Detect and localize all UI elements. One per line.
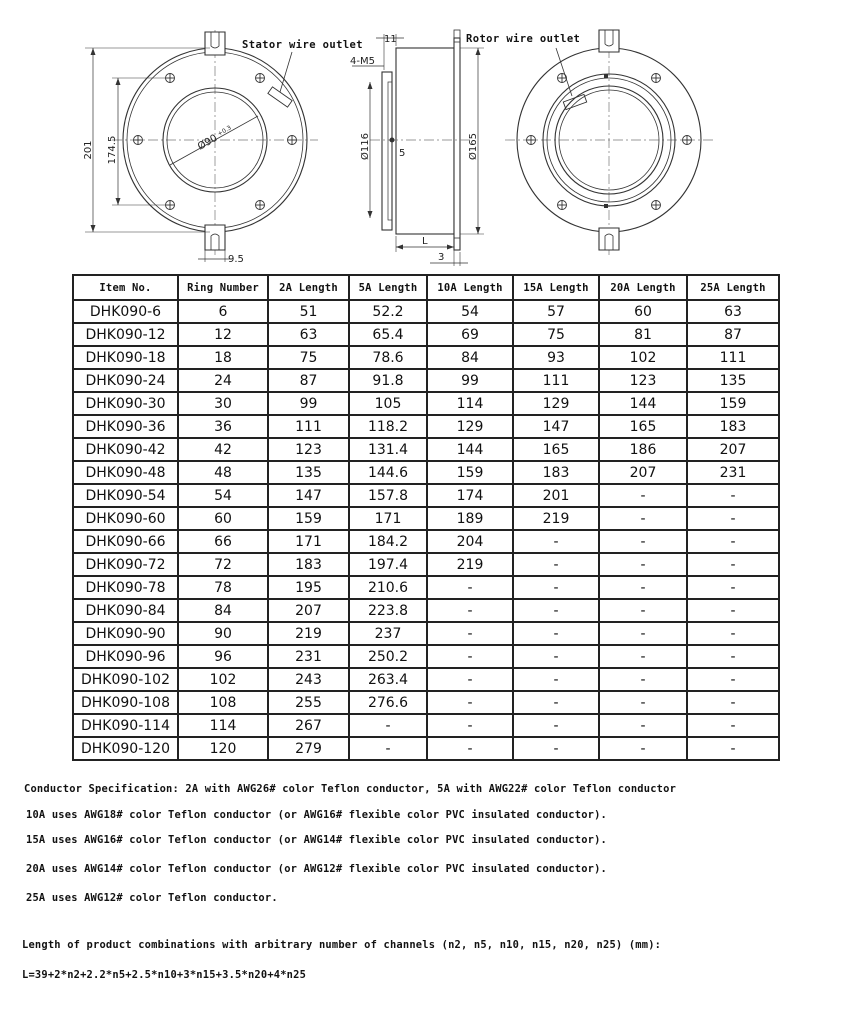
table-cell: 255 [268,691,349,714]
table-cell: 201 [513,484,599,507]
table-cell: - [599,484,687,507]
table-cell: 131.4 [349,438,427,461]
table-cell: 78.6 [349,346,427,369]
dim-174-5: 174.5 [107,135,118,165]
table-cell: - [513,691,599,714]
table-cell: 135 [687,369,779,392]
table-cell: 105 [349,392,427,415]
table-cell: 207 [268,599,349,622]
table-cell: 195 [268,576,349,599]
table-row [73,645,779,668]
table-row [73,507,779,530]
table-cell: 93 [513,346,599,369]
table-cell: 87 [268,369,349,392]
dim-11: 11 [384,34,397,45]
table-cell: - [687,507,779,530]
table-cell: 6 [178,300,268,323]
table-cell: DHK090-60 [73,507,178,530]
specification-table [72,274,780,761]
table-row [73,438,779,461]
table-cell: 197.4 [349,553,427,576]
table-cell: 231 [687,461,779,484]
technical-drawing [0,0,844,270]
table-cell: - [513,530,599,553]
table-cell: 204 [427,530,513,553]
table-cell: 102 [178,668,268,691]
table-row [73,622,779,645]
table-cell: - [687,714,779,737]
dim-l: L [422,236,428,247]
table-cell: - [427,737,513,760]
note-25a: 25A uses AWG12# color Teflon conductor. [26,892,278,904]
table-cell: DHK090-72 [73,553,178,576]
table-cell: - [599,668,687,691]
table-cell: 90 [178,622,268,645]
table-cell: - [599,737,687,760]
table-cell: 57 [513,300,599,323]
table-cell: 69 [427,323,513,346]
table-cell: 72 [178,553,268,576]
table-cell: 189 [427,507,513,530]
table-cell: - [599,691,687,714]
table-cell: - [513,553,599,576]
table-cell: 147 [513,415,599,438]
table-cell: 243 [268,668,349,691]
table-cell: - [687,668,779,691]
table-cell: 42 [178,438,268,461]
table-cell: 108 [178,691,268,714]
table-cell: DHK090-30 [73,392,178,415]
table-cell: 135 [268,461,349,484]
table-cell: 223.8 [349,599,427,622]
table-cell: - [687,691,779,714]
table-cell: - [687,622,779,645]
table-cell: - [599,576,687,599]
table-cell: 171 [268,530,349,553]
table-cell: 231 [268,645,349,668]
column-header: 5A Length [349,275,427,300]
table-cell: - [427,576,513,599]
table-cell: 267 [268,714,349,737]
table-cell: 184.2 [349,530,427,553]
table-cell: 84 [427,346,513,369]
table-cell: - [513,645,599,668]
column-header: 20A Length [599,275,687,300]
dim-bore-tol: +0.3 [216,124,233,138]
table-cell: - [427,714,513,737]
table-cell: 159 [427,461,513,484]
table-cell: - [687,484,779,507]
table-cell: 159 [268,507,349,530]
table-cell: DHK090-54 [73,484,178,507]
table-cell: - [599,553,687,576]
table-row [73,530,779,553]
table-row [73,392,779,415]
table-cell: DHK090-120 [73,737,178,760]
table-cell: - [687,553,779,576]
stator-callout: Stator wire outlet [242,39,363,51]
table-row [73,461,779,484]
table-cell: 263.4 [349,668,427,691]
table-cell: - [513,737,599,760]
table-row [73,576,779,599]
table-cell: 60 [599,300,687,323]
table-cell: 183 [268,553,349,576]
table-cell: - [427,691,513,714]
table-cell: 78 [178,576,268,599]
table-cell: 75 [513,323,599,346]
note-20a: 20A uses AWG14# color Teflon conductor (or AWG12# flexible color PVC insulated conductor). [26,863,608,875]
table-cell: 207 [687,438,779,461]
column-header: 25A Length [687,275,779,300]
table-cell: 279 [268,737,349,760]
table-cell: DHK090-96 [73,645,178,668]
table-cell: 120 [178,737,268,760]
dim-bore: Ø90 [196,132,220,153]
table-cell: 250.2 [349,645,427,668]
combination-note: Length of product combinations with arbitrary number of channels (n2, n5, n10, n15, n20, n25) (mm): [22,939,662,951]
table-row [73,346,779,369]
table-cell: 219 [268,622,349,645]
column-header: 15A Length [513,275,599,300]
table-cell: 18 [178,346,268,369]
table-cell: 102 [599,346,687,369]
rotor-face-view [505,30,715,255]
table-cell: 123 [268,438,349,461]
table-cell: 123 [599,369,687,392]
table-cell: - [599,507,687,530]
table-cell: - [687,737,779,760]
table-cell: - [513,576,599,599]
table-cell: - [427,668,513,691]
table-row [73,369,779,392]
table-row [73,415,779,438]
column-header: 2A Length [268,275,349,300]
table-cell: 114 [427,392,513,415]
table-cell: DHK090-114 [73,714,178,737]
table-cell: 174 [427,484,513,507]
table-cell: - [687,599,779,622]
dim-3: 3 [438,252,445,263]
table-cell: 84 [178,599,268,622]
table-cell: DHK090-42 [73,438,178,461]
table-row [73,599,779,622]
table-cell: 87 [687,323,779,346]
table-cell: 165 [513,438,599,461]
table-cell: 114 [178,714,268,737]
table-cell: - [513,599,599,622]
table-cell: 111 [513,369,599,392]
dim-4-m5: 4-M5 [350,56,375,67]
table-cell: DHK090-36 [73,415,178,438]
table-cell: - [599,622,687,645]
table-cell: 52.2 [349,300,427,323]
table-cell: DHK090-48 [73,461,178,484]
table-cell: 237 [349,622,427,645]
table-row [73,300,779,323]
table-cell: DHK090-108 [73,691,178,714]
table-cell: 48 [178,461,268,484]
table-cell: - [349,714,427,737]
conductor-spec-note: Conductor Specification: 2A with AWG26# color Teflon conductor, 5A with AWG22# color Teflon conductor [24,783,677,795]
table-cell: - [599,645,687,668]
table-cell: 54 [178,484,268,507]
dim-201: 201 [83,140,94,160]
table-cell: DHK090-66 [73,530,178,553]
table-cell: 66 [178,530,268,553]
table-cell: DHK090-6 [73,300,178,323]
table-cell: 159 [687,392,779,415]
table-cell: 144.6 [349,461,427,484]
table-body [73,300,779,760]
table-cell: DHK090-90 [73,622,178,645]
rotor-callout: Rotor wire outlet [466,33,581,45]
table-cell: DHK090-78 [73,576,178,599]
table-cell: 111 [687,346,779,369]
column-header: Ring Number [178,275,268,300]
dim-9-5: 9.5 [228,254,244,265]
table-cell: 54 [427,300,513,323]
column-header: 10A Length [427,275,513,300]
table-cell: 99 [268,392,349,415]
table-cell: - [687,645,779,668]
table-cell: 129 [513,392,599,415]
table-cell: 99 [427,369,513,392]
table-row [73,553,779,576]
table-row [73,484,779,507]
table-cell: 75 [268,346,349,369]
table-row [73,737,779,760]
table-cell: DHK090-18 [73,346,178,369]
table-cell: 144 [599,392,687,415]
table-cell: 60 [178,507,268,530]
table-cell: 171 [349,507,427,530]
table-cell: - [513,668,599,691]
table-cell: 30 [178,392,268,415]
table-cell: 129 [427,415,513,438]
table-cell: - [427,645,513,668]
dim-165: Ø165 [468,133,479,160]
table-cell: 81 [599,323,687,346]
table-cell: - [687,576,779,599]
table-row [73,714,779,737]
table-cell: DHK090-12 [73,323,178,346]
note-15a: 15A uses AWG16# color Teflon conductor (or AWG14# flexible color PVC insulated conductor). [26,834,608,846]
table-cell: 165 [599,415,687,438]
table-cell: 219 [427,553,513,576]
table-header-row [73,275,779,300]
dim-5: 5 [399,148,406,159]
table-cell: 144 [427,438,513,461]
table-cell: - [599,599,687,622]
table-cell: 96 [178,645,268,668]
table-cell: 118.2 [349,415,427,438]
column-header: Item No. [73,275,178,300]
table-cell: 51 [268,300,349,323]
table-cell: 157.8 [349,484,427,507]
table-cell: 147 [268,484,349,507]
table-cell: - [427,622,513,645]
table-cell: - [349,737,427,760]
table-cell: - [513,714,599,737]
table-cell: - [599,714,687,737]
table-cell: - [513,622,599,645]
table-cell: - [427,599,513,622]
table-cell: 24 [178,369,268,392]
dim-116: Ø116 [360,133,371,160]
table-cell: 276.6 [349,691,427,714]
table-cell: 207 [599,461,687,484]
table-cell: - [599,530,687,553]
table-cell: DHK090-84 [73,599,178,622]
table-cell: 183 [687,415,779,438]
table-cell: 183 [513,461,599,484]
table-cell: 63 [268,323,349,346]
table-cell: 91.8 [349,369,427,392]
table-cell: 65.4 [349,323,427,346]
table-cell: - [687,530,779,553]
table-cell: 186 [599,438,687,461]
table-row [73,323,779,346]
table-cell: DHK090-102 [73,668,178,691]
length-formula: L=39+2*n2+2.2*n5+2.5*n10+3*n15+3.5*n20+4*n25 [22,969,307,981]
table-cell: 111 [268,415,349,438]
table-cell: 210.6 [349,576,427,599]
table-cell: DHK090-24 [73,369,178,392]
note-10a: 10A uses AWG18# color Teflon conductor (or AWG16# flexible color PVC insulated conductor). [26,809,608,821]
table-row [73,668,779,691]
table-cell: 63 [687,300,779,323]
table-cell: 219 [513,507,599,530]
table-cell: 12 [178,323,268,346]
table-row [73,691,779,714]
table-cell: 36 [178,415,268,438]
